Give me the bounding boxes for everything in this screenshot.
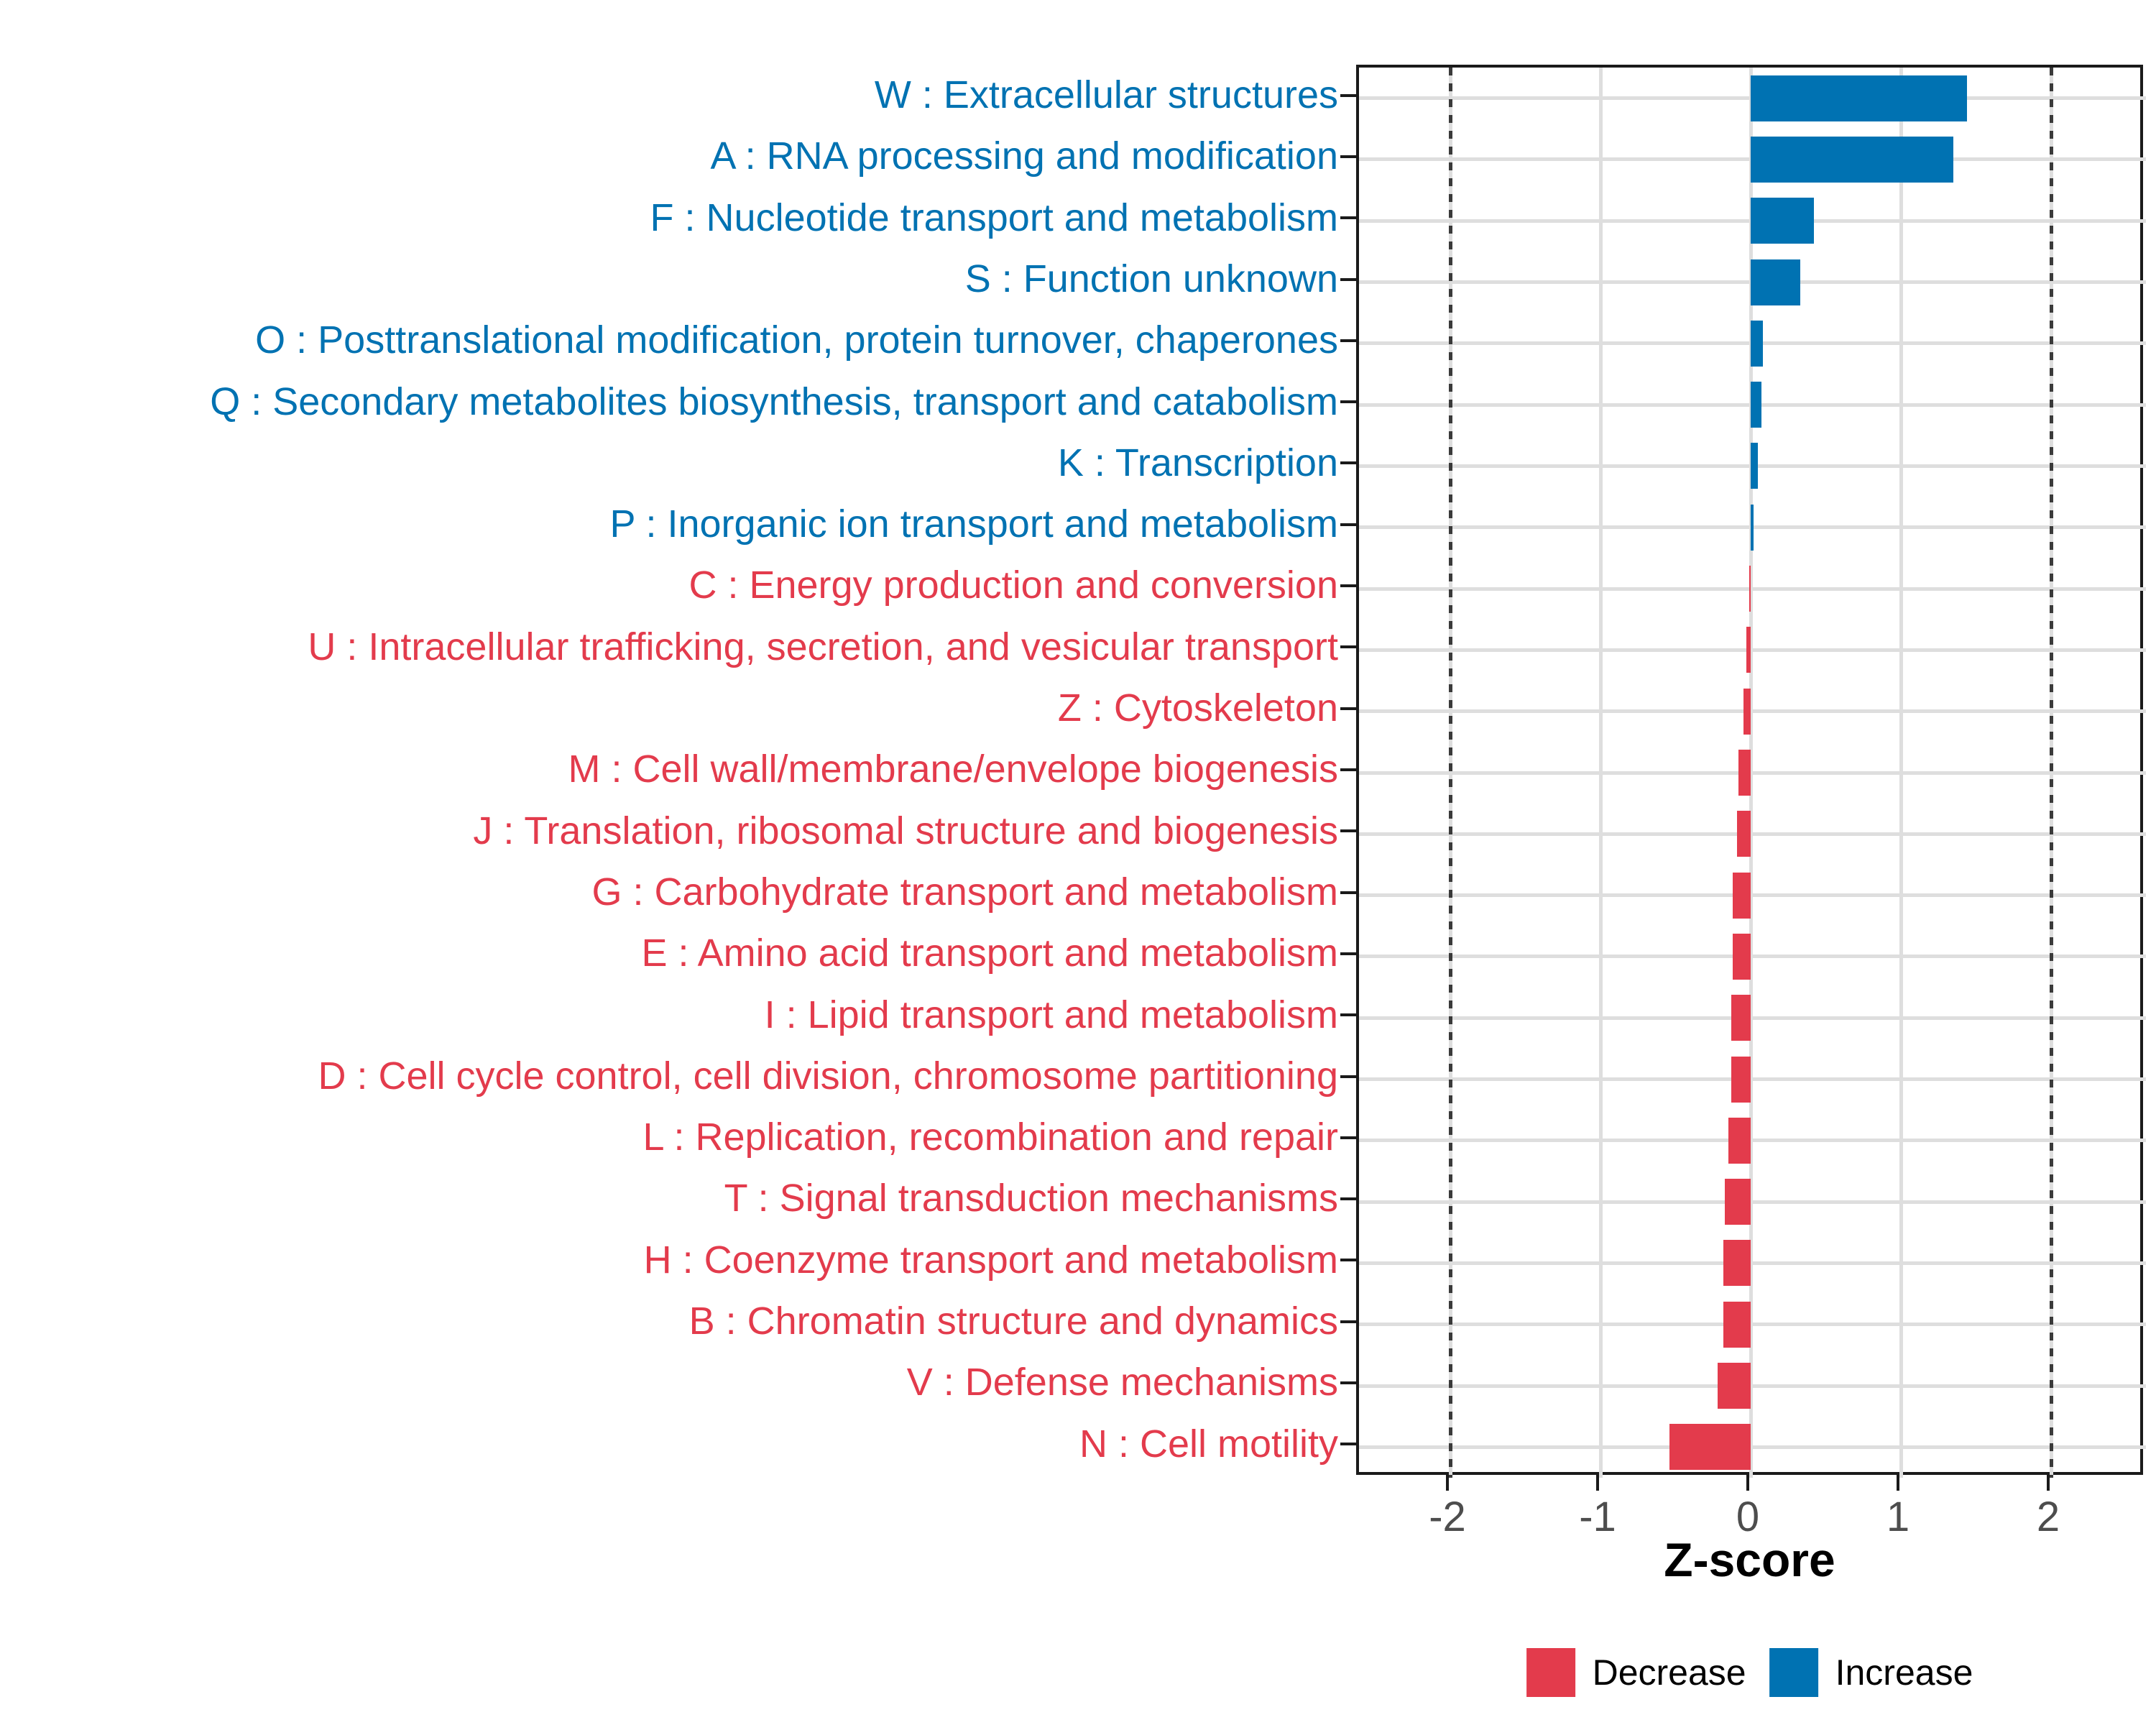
- category-label: K : Transcription: [1057, 441, 1338, 484]
- category-label: H : Coenzyme transport and metabolism: [643, 1238, 1338, 1282]
- h-gridline: [1359, 1016, 2146, 1020]
- category-label: Q : Secondary metabolites biosynthesis, transport and catabolism: [210, 380, 1338, 423]
- x-tick: [1446, 1475, 1449, 1491]
- bar: [1723, 1240, 1751, 1286]
- x-tick: [2047, 1475, 2050, 1491]
- bar: [1743, 689, 1751, 735]
- dotted-vline: [2050, 68, 2053, 1478]
- y-tick: [1340, 829, 1356, 832]
- y-tick: [1340, 461, 1356, 464]
- x-tick-label: -2: [1429, 1494, 1466, 1540]
- y-tick: [1340, 278, 1356, 281]
- bar: [1751, 443, 1758, 489]
- y-tick: [1340, 891, 1356, 894]
- bar: [1723, 1302, 1751, 1348]
- category-label: V : Defense mechanisms: [906, 1361, 1338, 1404]
- category-label: N : Cell motility: [1079, 1422, 1338, 1466]
- category-label: W : Extracellular structures: [874, 73, 1338, 116]
- h-gridline: [1359, 893, 2146, 897]
- h-gridline: [1359, 1445, 2146, 1449]
- bar: [1751, 505, 1754, 551]
- y-tick: [1340, 155, 1356, 158]
- bar: [1718, 1363, 1751, 1409]
- bar: [1751, 321, 1763, 367]
- plot-panel: [1356, 65, 2143, 1475]
- y-tick: [1340, 1136, 1356, 1139]
- y-tick: [1340, 707, 1356, 710]
- x-tick: [1746, 1475, 1749, 1491]
- y-tick: [1340, 768, 1356, 771]
- bar: [1751, 382, 1761, 428]
- bar: [1746, 627, 1751, 673]
- bar: [1733, 873, 1751, 919]
- category-label: Z : Cytoskeleton: [1057, 686, 1338, 730]
- h-gridline: [1359, 1322, 2146, 1326]
- x-tick-label: 2: [2036, 1494, 2060, 1540]
- h-gridline: [1359, 954, 2146, 958]
- category-label: F : Nucleotide transport and metabolism: [650, 196, 1338, 239]
- bar: [1731, 995, 1751, 1041]
- bar: [1738, 750, 1751, 796]
- category-label: L : Replication, recombination and repair: [642, 1116, 1338, 1159]
- y-tick: [1340, 339, 1356, 342]
- bar: [1731, 1057, 1751, 1103]
- y-tick: [1340, 1320, 1356, 1323]
- h-gridline: [1359, 648, 2146, 652]
- legend-label: Decrease: [1592, 1652, 1746, 1693]
- y-tick: [1340, 400, 1356, 403]
- h-gridline: [1359, 1138, 2146, 1142]
- bar: [1733, 934, 1751, 980]
- category-label: A : RNA processing and modification: [710, 134, 1338, 178]
- h-gridline: [1359, 1261, 2146, 1265]
- x-axis-title: Z-score: [1664, 1533, 1835, 1586]
- dotted-vline: [1449, 68, 1452, 1478]
- y-tick: [1340, 94, 1356, 97]
- h-gridline: [1359, 771, 2146, 775]
- h-gridline: [1359, 1077, 2146, 1081]
- category-label: C : Energy production and conversion: [688, 564, 1338, 607]
- legend-item: [1769, 1648, 1973, 1697]
- h-gridline: [1359, 1200, 2146, 1204]
- x-tick-label: 1: [1886, 1494, 1910, 1540]
- category-label: P : Inorganic ion transport and metabolism: [609, 502, 1338, 546]
- category-label: M : Cell wall/membrane/envelope biogenesis: [568, 748, 1338, 791]
- y-tick: [1340, 1013, 1356, 1016]
- legend: [1526, 1648, 1973, 1697]
- category-label: S : Function unknown: [964, 257, 1338, 300]
- y-tick: [1340, 645, 1356, 648]
- y-tick: [1340, 1197, 1356, 1200]
- category-label: O : Posttranslational modification, protein turnover, chaperones: [255, 318, 1338, 362]
- h-gridline: [1359, 709, 2146, 713]
- x-tick: [1897, 1475, 1899, 1491]
- h-gridline: [1359, 587, 2146, 591]
- y-tick: [1340, 952, 1356, 955]
- y-tick: [1340, 1381, 1356, 1384]
- x-tick: [1596, 1475, 1599, 1491]
- y-tick: [1340, 1075, 1356, 1078]
- category-label: D : Cell cycle control, cell division, chromosome partitioning: [318, 1054, 1338, 1098]
- bar: [1751, 75, 1967, 121]
- legend-swatch: [1769, 1648, 1818, 1697]
- h-gridline: [1359, 1384, 2146, 1388]
- category-label: J : Translation, ribosomal structure and biogenesis: [473, 809, 1338, 852]
- bar: [1737, 811, 1751, 857]
- bar: [1725, 1179, 1751, 1225]
- x-tick-label: -1: [1579, 1494, 1616, 1540]
- bar: [1751, 198, 1814, 244]
- legend-label: Increase: [1835, 1652, 1973, 1693]
- bar: [1751, 137, 1953, 183]
- bar: [1728, 1118, 1751, 1164]
- h-gridline: [1359, 832, 2146, 836]
- legend-swatch: [1526, 1648, 1575, 1697]
- x-tick-label: 0: [1736, 1494, 1760, 1540]
- category-label: E : Amino acid transport and metabolism: [641, 932, 1338, 975]
- bar: [1749, 566, 1751, 612]
- y-tick: [1340, 523, 1356, 526]
- y-tick: [1340, 1259, 1356, 1261]
- bar: [1669, 1424, 1751, 1470]
- legend-item: [1526, 1648, 1746, 1697]
- y-tick: [1340, 216, 1356, 219]
- category-label: G : Carbohydrate transport and metabolism: [591, 870, 1338, 914]
- y-tick: [1340, 584, 1356, 587]
- category-label: U : Intracellular trafficking, secretion, and vesicular transport: [308, 625, 1338, 668]
- y-tick: [1340, 1443, 1356, 1445]
- bar: [1751, 259, 1800, 305]
- category-label: I : Lipid transport and metabolism: [764, 993, 1338, 1036]
- category-label: B : Chromatin structure and dynamics: [688, 1300, 1338, 1343]
- category-label: T : Signal transduction mechanisms: [724, 1177, 1338, 1220]
